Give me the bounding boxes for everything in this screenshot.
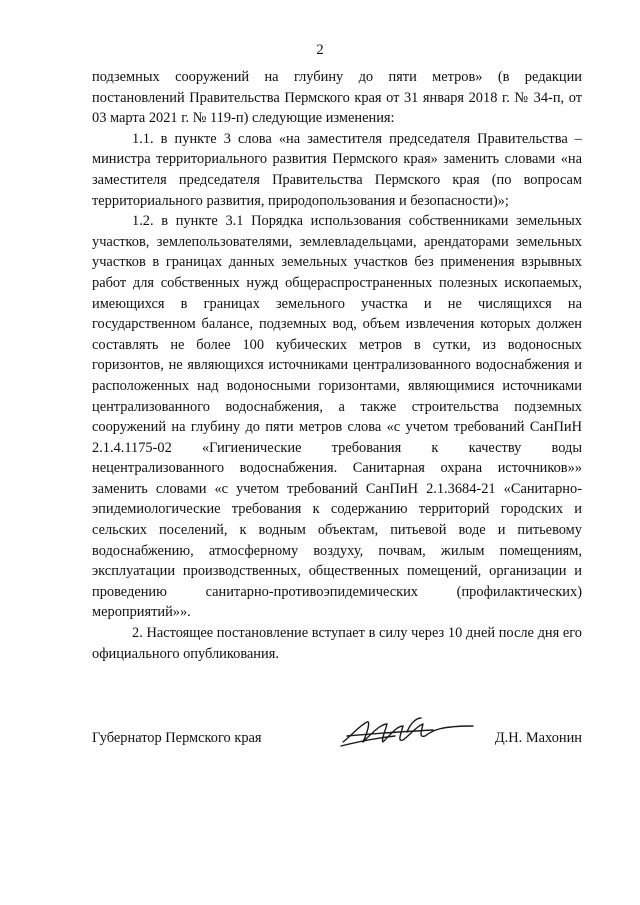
page-number: 2 (316, 42, 324, 58)
signatory-title: Губернатор Пермского края (92, 730, 262, 746)
paragraph-intro-continuation: подземных сооружений на глубину до пяти метров» (в редакции постановлений Правительства Пермского края от 31 января 2018 г. № 34-п, от 03 марта 2021 г. № 119-п) следующие изменения: (92, 69, 582, 127)
paragraph-item-1-2: 1.2. в пункте 3.1 Порядка использования собственниками земельных участков, землепользователями, землевладельцами, арендаторами земельных участков в границах данных земельных участков без применения взрывных работ для собственных нужд общераспространенных полезных ископаемых, имеющихся в границах земельного участка и не числящихся на государственном балансе, подземных вод, объем извлечения которых должен составлять не более 100 кубических метров в сутки, из водоносных горизонтов, не являющихся источниками централизованного водоснабжения и расположенных над водоносными горизонтами, являющимися источниками централизованного водоснабжения, а также строительства подземных сооружений на глубину до пяти метров слова «с учетом требований СанПиН 2.1.4.1175-02 «Гигиенические требования к качеству воды нецентрализованного водоснабжения. Санитарная охрана источников»» заменить словами «с учетом требований СанПиН 2.1.3684-21 «Санитарно-эпидемиологические требования к содержанию территорий городских и сельских поселений, к водным объектам, питьевой воде и питьевому водоснабжению, атмосферному воздуху, почвам, жилым помещениям, эксплуатации производственных, общественных помещений, организации и проведению санитарно-противоэпидемических (профилактических) мероприятий»». (92, 213, 582, 621)
handwritten-signature (337, 712, 477, 752)
signatory-name: Д.Н. Махонин (494, 730, 582, 746)
document-body (92, 67, 582, 664)
signature-block (92, 712, 582, 762)
paragraph-item-1-1: 1.1. в пункте 3 слова «на заместителя председателя Правительства – министра территориального развития Пермского края» заменить словами «на заместителя председателя Правительства Пермского края (по вопросам территориального развития, природопользования и безопасности)»; (92, 130, 582, 209)
paragraph-item-2: 2. Настоящее постановление вступает в силу через 10 дней после дня его официального опубликования. (92, 625, 582, 662)
